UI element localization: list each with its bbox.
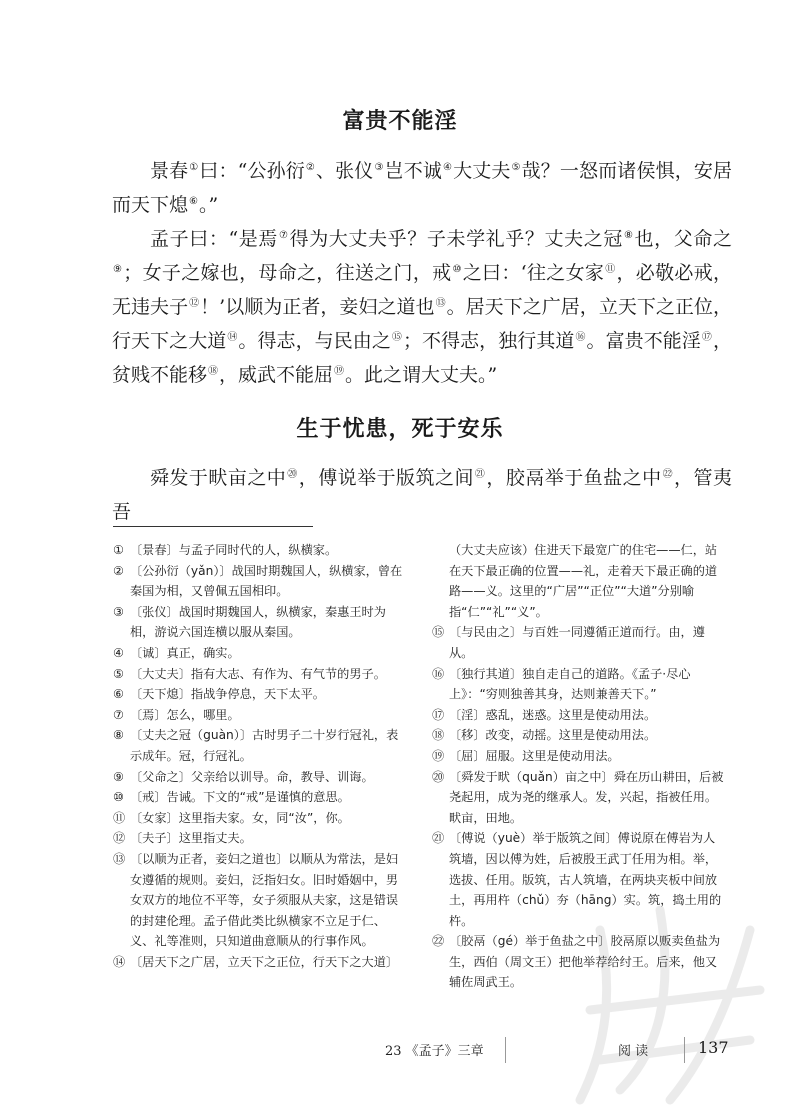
paragraph-shun [112, 461, 732, 529]
footnote-number: ⑯ [432, 666, 445, 681]
footnote-number: ⑪ [113, 810, 126, 825]
footnote-text: 〔屈〕屈服。这里是使动用法。 [449, 748, 620, 763]
paragraph-text [112, 154, 732, 222]
footnote-text: 〔淫〕惑乱，迷惑。这里是使动用法。 [449, 707, 657, 722]
watermark-seal [560, 870, 780, 1120]
text-run: 得为大丈夫乎？子未学礼乎？丈夫之冠 [289, 228, 623, 250]
footnote-marker: ⑨ [113, 263, 123, 275]
footnote-text: 〔天下熄〕指战争停息，天下太平。 [130, 687, 325, 702]
footnote-text: 〔居天下之广居，立天下之正位，行天下之大道〕 [130, 954, 399, 969]
footnote-item [432, 767, 724, 829]
footnote-item [113, 767, 405, 788]
text-run: ！’以顺为正者，妾妇之道也 [200, 296, 435, 318]
footnote-marker: ⑪ [605, 263, 616, 275]
footnote-marker: ⑫ [189, 297, 200, 309]
footnote-number: ⑧ [113, 728, 124, 743]
footnote-text: 〔戒〕告诫。下文的“戒”是谨慎的意思。 [130, 790, 350, 805]
footnote-text: 〔胶鬲（gé）举于鱼盐之中〕胶鬲原以贩卖鱼盐为生，西伯（周文王）把他举荐给纣王。后来，他又辅佐周武王。 [449, 934, 721, 990]
footnote-item [113, 684, 405, 705]
footnote-number: ⑫ [113, 831, 126, 846]
section-title-fugui: 富贵不能淫 [342, 109, 458, 134]
footnotes-left-column [113, 540, 405, 972]
text-run: 。此之谓大丈夫。” [345, 364, 498, 386]
text-run: 舜发于畎亩之中 [150, 467, 287, 489]
footnote-number: ⑮ [432, 625, 445, 640]
footnote-item [113, 787, 405, 808]
footnote-number: ⑤ [113, 666, 124, 681]
footnote-marker: ⑦ [279, 229, 289, 241]
footnote-item [432, 540, 724, 622]
footnote-number: ⑬ [113, 851, 126, 866]
footnote-number: ㉒ [432, 934, 445, 949]
footnote-marker: ① [189, 161, 199, 173]
footnote-marker: ⑲ [334, 365, 345, 377]
text-run: 大丈夫 [453, 160, 511, 182]
footnote-marker: ⑭ [227, 331, 238, 343]
text-run: 岂不诚 [384, 160, 442, 182]
footnote-item [113, 540, 405, 561]
text-run: ，威武不能屈 [219, 364, 334, 386]
footnote-item [113, 643, 405, 664]
footnote-number: ⑨ [113, 769, 124, 784]
footnote-item [113, 664, 405, 685]
footnote-marker: ⑥ [189, 195, 198, 207]
footnote-item [432, 622, 724, 663]
footnote-text: 〔诚〕真正，确实。 [130, 645, 240, 660]
paragraph-jingchun [112, 154, 732, 222]
footnote-text: 〔独行其道〕独自走自己的道路。《孟子·尽心上》：“穷则独善其身，达则兼善天下。” [449, 666, 691, 702]
footnote-item [113, 561, 405, 602]
text-run: 、张仪 [316, 160, 374, 182]
footnote-text: 〔父命之〕父亲给以训导。命，教导、训诲。 [130, 769, 374, 784]
text-run: ；女子之嫁也，母命之，往送之门，戒 [123, 262, 452, 284]
footnote-number: ② [113, 563, 124, 578]
footnote-marker: ⑰ [701, 331, 712, 343]
footnote-item [432, 705, 724, 726]
footnote-marker: ⑱ [208, 365, 219, 377]
paragraph-text [112, 461, 732, 529]
footnote-text: （大丈夫应该）住进天下最宽广的住宅——仁，站在天下最正确的位置——礼，走着天下最正确的道路——义。这里的“广居”“正位”“大道”分别喻指“仁”“礼”“义”。 [449, 543, 718, 619]
footnote-marker: ⑬ [435, 297, 446, 309]
footnote-number: ③ [113, 604, 124, 619]
footnote-item [113, 849, 405, 952]
footer-lesson-title: 23 《孟子》三章 [385, 1044, 484, 1059]
footnote-item [113, 725, 405, 766]
section-title-shengyu: 生于忧患，死于安乐 [296, 417, 504, 442]
footnote-item [113, 828, 405, 849]
text-run: ，必敬必戒，无违夫子 [112, 262, 733, 318]
text-run: ，傅说举于版筑之间 [298, 467, 474, 489]
footnote-marker: ⑩ [452, 263, 462, 275]
footnote-item [113, 952, 405, 973]
footnote-number: ④ [113, 645, 124, 660]
footer-divider [505, 1037, 506, 1063]
text-run: 景春 [150, 160, 189, 182]
footnote-text: 〔傅说（yuè）举于版筑之间〕傅说原在傅岩为人筑墙，因以傅为姓，后被殷王武丁任用为相。举，选拔、任用。版筑，古人筑墙，在两块夹板中间放土，再用杵（chǔ）夯（hāng）实。筑，捣土用的杵。 [449, 831, 722, 928]
footnote-number: ⑦ [113, 707, 124, 722]
footnote-number: ⑰ [432, 707, 445, 722]
footnote-marker: ② [305, 161, 316, 173]
text-run: 曰：“公孙衍 [199, 160, 305, 182]
text-run: ，胶鬲举于鱼盐之中 [486, 467, 662, 489]
footer-divider [684, 1037, 685, 1063]
footnote-text: 〔女家〕这里指夫家。女，同“汝”，你。 [130, 810, 350, 825]
footnote-marker: ⑧ [623, 229, 634, 241]
footnote-number: ⑱ [432, 728, 445, 743]
footnote-marker: ④ [442, 161, 453, 173]
footnote-item [432, 725, 724, 746]
footnote-text: 〔丈夫之冠（guàn）〕古时男子二十岁行冠礼，表示成年。冠，行冠礼。 [130, 728, 399, 763]
footnote-text: 〔移〕改变，动摇。这里是使动用法。 [449, 728, 657, 743]
footnote-divider [113, 526, 313, 527]
text-run: ，贫贱不能移 [112, 330, 732, 386]
footnote-text: 〔舜发于畎（quǎn）亩之中〕舜在历山耕田，后被尧起用，成为尧的继承人。发，兴起，指被任用。畎亩，田地。 [449, 769, 724, 825]
text-run: 孟子曰：“是焉 [150, 228, 278, 250]
text-run: 。富贵不能淫 [586, 330, 701, 352]
footnote-number: ⑳ [432, 769, 445, 784]
footnote-text: 〔公孙衍（yǎn）〕战国时期魏国人，纵横家，曾在秦国为相，又曾佩五国相印。 [130, 563, 403, 599]
text-run: 哉？一怒而诸侯惧，安居而天下熄 [112, 160, 732, 216]
paragraph-mengzi [112, 222, 732, 392]
footnote-marker: ⑯ [575, 331, 586, 343]
footnote-number: ㉑ [432, 831, 445, 846]
paragraph-text [112, 222, 732, 392]
footnote-item [432, 664, 724, 705]
footnote-text: 〔大丈夫〕指有大志、有作为、有气节的男子。 [130, 666, 386, 681]
footnote-marker: ⑤ [511, 161, 521, 173]
footnote-item [432, 746, 724, 767]
footnote-marker: ㉑ [474, 468, 486, 480]
footnote-item [113, 705, 405, 726]
footnote-number: ⑥ [113, 687, 124, 702]
text-run: 。得志，与民由之 [238, 330, 391, 352]
text-run: 。居天下之广居，立天下之正位，行天下之大道 [112, 296, 732, 352]
footnote-text: 〔以顺为正者，妾妇之道也〕以顺从为常法，是妇女遵循的规则。妾妇，泛指妇女。旧时婚姻中，男女双方的地位不平等，女子须服从夫家，这是错误的封建伦理。孟子借此类比纵横家不立足于仁、义、礼等准则，只知道曲意顺从的行事作风。 [130, 851, 399, 949]
footnote-text: 〔景春〕与孟子同时代的人，纵横家。 [130, 543, 338, 557]
footnote-marker: ⑳ [287, 468, 298, 480]
footnote-item [113, 808, 405, 829]
footnote-marker: ③ [374, 161, 384, 173]
page-number: 137 [698, 1038, 729, 1057]
text-run: 。” [198, 194, 219, 216]
footnote-marker: ㉒ [662, 468, 674, 480]
footnote-number: ⑩ [113, 790, 124, 805]
footnote-text: 〔夫子〕这里指丈夫。 [130, 831, 252, 846]
text-run: ，管夷吾 [112, 467, 732, 523]
footnote-number: ⑲ [432, 748, 445, 763]
footnote-number: ① [113, 543, 124, 557]
footnote-item [113, 602, 405, 643]
text-run: ；不得志，独行其道 [402, 330, 575, 352]
footnote-marker: ⑮ [391, 331, 402, 343]
text-run: 也，父命之 [634, 228, 732, 250]
footnote-text: 〔焉〕怎么，哪里。 [130, 707, 240, 722]
footnote-number: ⑭ [113, 954, 126, 969]
footnote-text: 〔与民由之〕与百姓一同遵循正道而行。由，遵从。 [449, 625, 705, 660]
footnote-text: 〔张仪〕战国时期魏国人，纵横家，秦惠王时为相，游说六国连横以服从秦国。 [130, 604, 386, 640]
footer-unit-name: 阅 读 [618, 1044, 649, 1059]
text-run: 之曰：‘往之女家 [462, 262, 605, 284]
